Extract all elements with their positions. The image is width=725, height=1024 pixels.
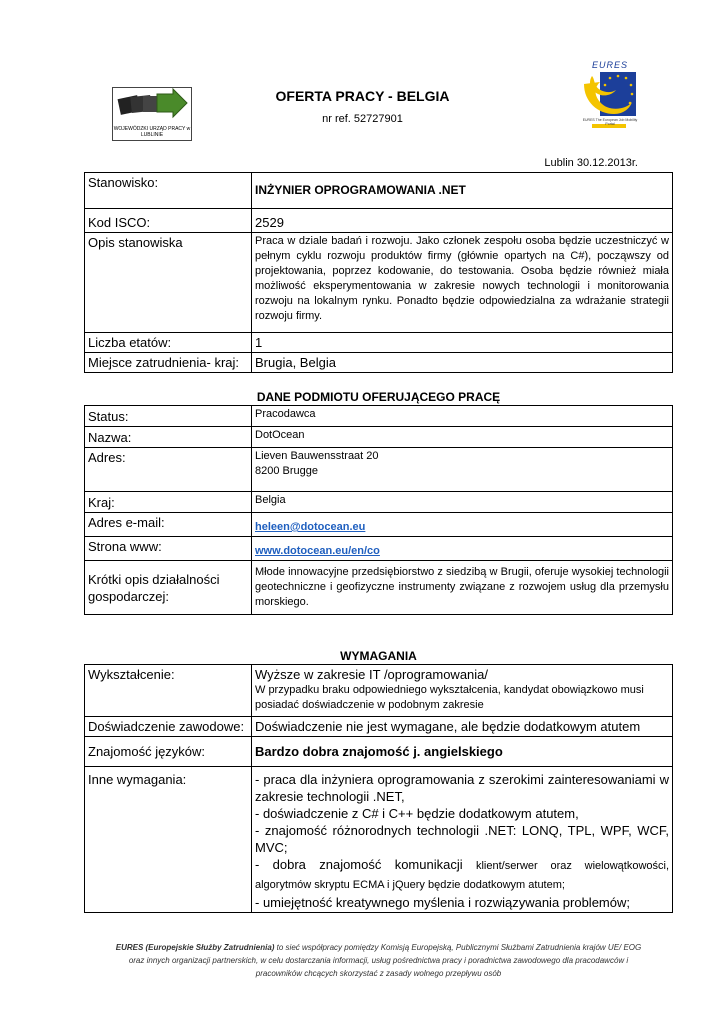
- place-value: Brugia, Belgia: [252, 353, 673, 373]
- other-requirement-4a: - dobra znajomość komunikacji: [255, 857, 476, 872]
- other-label: Inne wymagania:: [85, 767, 252, 913]
- other-requirement-3: - znajomość różnorodnych technologii .NET: LONQ, TPL, WPF, WCF, MVC;: [255, 823, 669, 855]
- address-line-1: Lieven Bauwensstraat 20: [255, 450, 379, 462]
- name-label: Nazwa:: [85, 427, 252, 448]
- eures-emblem-icon: [578, 68, 640, 124]
- table-row: [85, 353, 673, 373]
- count-label: Liczba etatów:: [85, 333, 252, 353]
- table-row: [85, 737, 673, 767]
- languages-label: Znajomość języków:: [85, 737, 252, 767]
- experience-label: Doświadczenie zawodowe:: [85, 717, 252, 737]
- place-label: Miejsce zatrudnienia- kraj:: [85, 353, 252, 373]
- employer-section-title: DANE PODMIOTU OFERUJĄCEGO PRACĘ: [256, 390, 501, 404]
- position-value: INŻYNIER OPROGRAMOWANIA .NET: [252, 173, 673, 209]
- other-requirement-5: - umiejętność kreatywnego myślenia i rozwiązywania problemów;: [255, 895, 630, 910]
- website-link[interactable]: www.dotocean.eu/en/co: [255, 545, 380, 557]
- status-value: Pracodawca: [252, 406, 673, 427]
- footer-eures-name: EURES (Europejskie Służby Zatrudnienia): [115, 943, 275, 952]
- description-value: Praca w dziale badań i rozwoju. Jako członek zespołu osoba będzie uczestniczyć w pełnym cyklu rozwoju produktów firmy (głównie opartych na C#), począwszy od projektowania, poprzez kodowanie, do testowania. Osoba będzie również miała możliwość eksperymentowania w zakresie nowych technologii i monitorowania rozwoju na lokalnym rynku. Ponadto będzie odpowiedzialna za wdrażanie strategii rozwoju firmy.: [252, 233, 673, 333]
- eures-logo: [578, 60, 640, 132]
- education-label: Wykształcenie:: [85, 665, 252, 717]
- employer-table: [84, 405, 673, 615]
- languages-value: Bardzo dobra znajomość j. angielskiego: [252, 737, 673, 767]
- reference-number: nr ref. 52727901: [322, 113, 403, 125]
- table-row: [85, 561, 673, 615]
- www-label: Strona www:: [85, 537, 252, 561]
- address-line-2: 8200 Brugge: [255, 465, 318, 477]
- table-row: [85, 173, 673, 209]
- position-label: Stanowisko:: [85, 173, 252, 209]
- logo-caption: WOJEWÓDZKI URZĄD PRACY w LUBLINIE: [113, 126, 191, 138]
- activity-label: Krótki opis działalności gospodarczej:: [85, 561, 252, 615]
- email-link[interactable]: heleen@dotocean.eu: [255, 521, 366, 533]
- country-label: Kraj:: [85, 492, 252, 513]
- table-row: [85, 333, 673, 353]
- wup-logo: [112, 87, 192, 141]
- footer-line-1: to sieć współpracy pomiędzy Komisją Europejską, Publicznymi Służbami Zatrudnienia krajów UE/ EOG: [274, 943, 642, 952]
- name-value: DotOcean: [252, 427, 673, 448]
- job-table: [84, 172, 673, 373]
- table-row: [85, 448, 673, 492]
- description-label: Opis stanowiska: [85, 233, 252, 333]
- experience-value: Doświadczenie nie jest wymagane, ale będzie dodatkowym atutem: [252, 717, 673, 737]
- country-value: Belgia: [252, 492, 673, 513]
- count-value: 1: [252, 333, 673, 353]
- isco-label: Kod ISCO:: [85, 209, 252, 233]
- document-date: Lublin 30.12.2013r.: [544, 157, 638, 169]
- footer: [84, 941, 673, 980]
- table-row: [85, 233, 673, 333]
- education-main: Wyższe w zakresie IT /oprogramowania/: [255, 667, 489, 682]
- table-row: [85, 513, 673, 537]
- page-title: OFERTA PRACY - BELGIA: [275, 88, 450, 104]
- activity-value: Młode innowacyjne przedsiębiorstwo z siedzibą w Brugii, oferuje wysokiej technologii geotechniczne i geofizyczne instrumenty związane z rozwojem usług dla przemysłu morskiego.: [252, 561, 673, 615]
- other-requirement-1: - praca dla inżyniera oprogramowania z szerokimi zainteresowaniami w zakresie technologii .NET,: [255, 772, 669, 804]
- other-requirement-4b: klient/serwer oraz wielowątkowości, algorytmów skryptu ECMA i jQuery będzie dodatkowym atutem;: [255, 860, 670, 891]
- eures-subtitle: EURES The European Job Mobility Portal: [582, 118, 638, 126]
- education-note: W przypadku braku odpowiedniego wykształcenia, kandydat obowiązkowo musi posiadać doświadczenie w podobnym zakresie: [255, 684, 644, 711]
- footer-line-3: pracowników chcących skorzystać z zasady wolnego przepływu osób: [255, 969, 502, 978]
- table-row: [85, 537, 673, 561]
- footer-line-2: oraz innych organizacji partnerskich, w celu dostarczania informacji, usług pośrednictwa pracy i poradnictwa zawodowego dla pracodawców i: [128, 956, 629, 965]
- isco-value: 2529: [252, 209, 673, 233]
- table-row: [85, 427, 673, 448]
- table-row: [85, 717, 673, 737]
- other-requirement-2: - doświadczenie z C# i C++ będzie dodatkowym atutem,: [255, 806, 579, 821]
- requirements-section-title: WYMAGANIA: [340, 649, 417, 663]
- table-row: [85, 665, 673, 717]
- email-label: Adres e-mail:: [85, 513, 252, 537]
- table-row: [85, 209, 673, 233]
- status-label: Status:: [85, 406, 252, 427]
- table-row: [85, 767, 673, 913]
- requirements-table: [84, 664, 673, 913]
- arrows-logo-icon: [113, 88, 191, 128]
- table-row: [85, 492, 673, 513]
- eures-brand-text: EURES: [592, 60, 629, 70]
- address-label: Adres:: [85, 448, 252, 492]
- table-row: [85, 406, 673, 427]
